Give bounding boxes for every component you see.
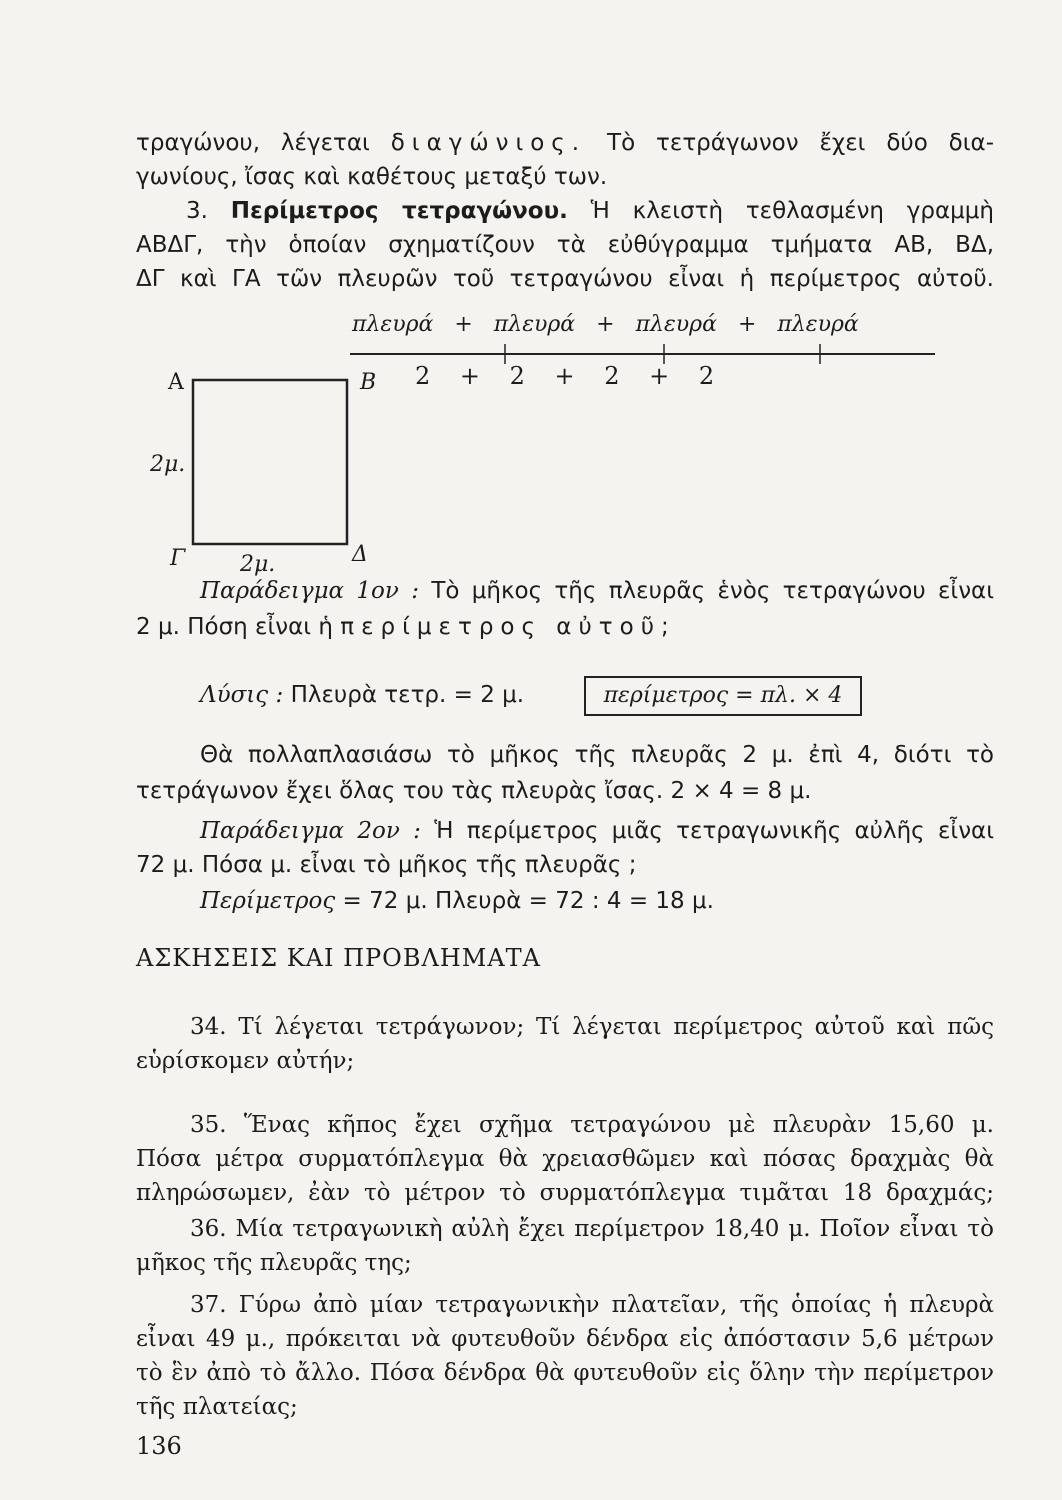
exercise-37-line-1: 37. Γύρω ἀπὸ μίαν τετραγωνικὴν πλατεῖαν, τῆς ὁποίας ἡ πλευρὰ bbox=[190, 1292, 994, 1318]
square-shape bbox=[193, 380, 347, 544]
example-label: Παράδειγμα 2ον : bbox=[200, 818, 421, 844]
exercise-34-line-1: 34. Τί λέγεται τετράγωνον; Τί λέγεται περίμετρος αὐτοῦ καὶ πῶς bbox=[190, 1014, 994, 1040]
example-2-solution bbox=[200, 886, 994, 916]
spaced-term: περίμετρος αὐτοῦ; bbox=[340, 614, 676, 640]
text-line-4: ΑΒΔΓ, τὴν ὁποίαν σχηματίζουν τὰ εὐθύγραμμα τμήματα ΑΒ, ΒΔ, bbox=[136, 232, 994, 258]
example-2-line-2: 72 μ. Πόσα μ. εἶναι τὸ μῆκος τῆς πλευρᾶς ; bbox=[136, 852, 637, 878]
example-1-line-2 bbox=[136, 612, 994, 642]
text-fragment: = 72 μ. Πλευρὰ = 72 : 4 = 18 μ. bbox=[342, 888, 714, 914]
vertex-label-b: Β bbox=[360, 370, 377, 395]
exercise-35-line-3: πληρώσωμεν, ἐὰν τὸ μέτρον τὸ συρματόπλεγμα τιμᾶται 18 δραχμάς; bbox=[136, 1180, 994, 1206]
text-line-2: γωνίους, ἴσας καὶ καθέτους μεταξύ των. bbox=[136, 164, 608, 190]
section-title: Περίμετρος τετραγώνου. bbox=[230, 198, 568, 224]
explain-line-2: τετράγωνον ἔχει ὅλας του τὰς πλευρὰς ἴσας. 2 × 4 = 8 μ. bbox=[136, 778, 812, 804]
spaced-term: διαγώνιος. bbox=[390, 130, 587, 156]
explain-line-1: Θὰ πολλαπλασιάσω τὸ μῆκος τῆς πλευρᾶς 2 μ. ἐπὶ 4, διότι τὸ bbox=[200, 742, 994, 768]
text-fragment: Τὸ μῆκος τῆς πλευρᾶς ἑνὸς τετραγώνου εἶναι bbox=[431, 578, 994, 604]
text-fragment: 2 μ. Πόση εἶναι ἡ bbox=[136, 614, 333, 640]
exercise-34-line-2: εὑρίσκομεν αὐτήν; bbox=[136, 1048, 355, 1074]
formula-box: περίμετρος = πλ. × 4 bbox=[584, 676, 862, 716]
text-fragment: Πλευρὰ τετρ. = 2 μ. bbox=[290, 682, 525, 708]
formula-top: πλευρά + πλευρά + πλευρά + πλευρά bbox=[352, 312, 859, 337]
perimeter-label: Περίμετρος bbox=[200, 888, 336, 914]
exercise-36-line-1: 36. Μία τετραγωνικὴ αὐλὴ ἔχει περίμετρον 18,40 μ. Ποῖον εἶναι τὸ bbox=[190, 1216, 994, 1242]
solution-label: Λύσις : bbox=[200, 682, 284, 708]
example-label: Παράδειγμα 1ον : bbox=[200, 578, 419, 604]
text-fragment: Ἡ κλειστὴ τεθλασμένη γραμμὴ bbox=[590, 198, 995, 224]
section-number: 3. bbox=[186, 198, 208, 224]
text-fragment: Τὸ τετράγωνον ἔχει δύο δια- bbox=[607, 130, 994, 156]
side-label-bottom: 2μ. bbox=[240, 552, 276, 577]
exercise-37-line-2: εἶναι 49 μ., πρόκειται νὰ φυτευθοῦν δένδρα εἰς ἀπόστασιν 5,6 μέτρων bbox=[136, 1326, 994, 1352]
side-label-left: 2μ. bbox=[150, 452, 186, 477]
formula-bottom: 2 + 2 + 2 + 2 bbox=[415, 362, 715, 390]
example-1-line-1 bbox=[200, 576, 994, 606]
vertex-label-g: Γ bbox=[170, 546, 186, 571]
vertex-label-d: Δ bbox=[352, 542, 368, 567]
text-line-5: ΔΓ καὶ ΓΑ τῶν πλευρῶν τοῦ τετραγώνου εἶναι ἡ περίμετρος αὐτοῦ. bbox=[136, 266, 994, 292]
exercise-37-line-4: τῆς πλατείας; bbox=[136, 1394, 298, 1420]
solution-line bbox=[200, 680, 580, 710]
section-heading: ΑΣΚΗΣΕΙΣ ΚΑΙ ΠΡΟΒΛΗΜΑΤΑ bbox=[136, 944, 541, 972]
exercise-36-line-2: μῆκος τῆς πλευρᾶς της; bbox=[136, 1250, 412, 1276]
exercise-35-line-2: Πόσα μέτρα συρματόπλεγμα θὰ χρειασθῶμεν καὶ πόσας δραχμὰς θὰ bbox=[136, 1146, 994, 1172]
exercise-35-line-1: 35. Ἕνας κῆπος ἔχει σχῆμα τετραγώνου μὲ πλευρὰν 15,60 μ. bbox=[190, 1112, 994, 1138]
page-number: 136 bbox=[136, 1432, 182, 1460]
text-fragment: Ἡ περίμετρος μιᾶς τετραγωνικῆς αὐλῆς εἶναι bbox=[434, 818, 994, 844]
exercise-37-line-3: τὸ ἓν ἀπὸ τὸ ἄλλο. Πόσα δένδρα θὰ φυτευθοῦν εἰς ὅλην τὴν περίμετρον bbox=[136, 1360, 994, 1386]
vertex-label-a: Α bbox=[168, 370, 184, 395]
text-fragment: τραγώνου, λέγεται bbox=[136, 130, 370, 156]
example-2-line-1 bbox=[200, 816, 994, 846]
